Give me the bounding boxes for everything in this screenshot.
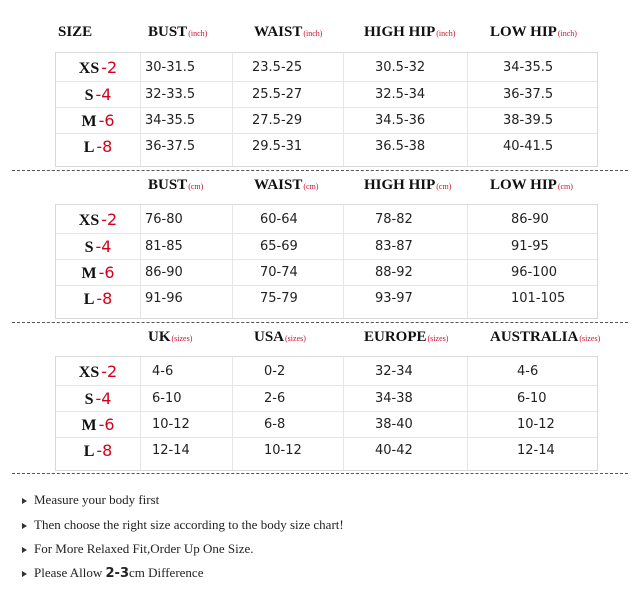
table-cell: 36.5-38 [375, 139, 426, 154]
column-header-label: BUST [148, 24, 188, 40]
table-cell: 23.5-25 [252, 60, 303, 75]
table-row [56, 285, 597, 311]
size-letter: S [84, 239, 94, 256]
size-letter: S [84, 391, 94, 408]
table-row [56, 359, 597, 384]
table-row [56, 81, 597, 107]
size-number: -4 [95, 237, 112, 256]
table-cell: 75-79 [260, 291, 298, 306]
table-row [56, 133, 597, 159]
note-text: cm Difference [129, 565, 204, 580]
note-item [22, 492, 159, 508]
size-number: -8 [96, 137, 113, 156]
size-letter: L [83, 139, 95, 156]
size-number: -6 [98, 415, 115, 434]
size-number: -6 [98, 263, 115, 282]
table-cell: 30-31.5 [145, 60, 196, 75]
column-header-unit: (inch) [557, 29, 577, 38]
table-cell: 86-90 [511, 212, 549, 227]
column-header [490, 24, 577, 41]
size-number: -2 [101, 58, 118, 77]
column-header [490, 177, 573, 194]
size-number: -8 [96, 289, 113, 308]
table-cell: 27.5-29 [252, 113, 303, 128]
size-number: -2 [101, 210, 118, 229]
note-item [22, 517, 344, 533]
table-cell: 38-39.5 [503, 113, 554, 128]
column-header-label: BUST [148, 177, 188, 193]
size-letter: S [84, 87, 94, 104]
table-cell: 10-12 [152, 417, 190, 432]
table-cell: 93-97 [375, 291, 413, 306]
column-header [364, 24, 455, 41]
table-cell: 4-6 [152, 364, 174, 379]
section-divider [12, 473, 628, 474]
size-label [56, 55, 140, 81]
size-table [55, 356, 598, 471]
column-header [254, 24, 322, 41]
column-header-label: WAIST [254, 24, 303, 40]
size-letter: M [81, 417, 97, 434]
size-number: -6 [98, 111, 115, 130]
table-cell: 10-12 [264, 443, 302, 458]
note-item [22, 565, 203, 581]
table-cell: 0-2 [264, 364, 286, 379]
note-text: For More Relaxed Fit,Order Up One Size. [34, 541, 254, 556]
table-cell: 6-10 [517, 391, 547, 406]
size-label [56, 234, 140, 260]
table-cell: 34-35.5 [503, 60, 554, 75]
table-cell: 81-85 [145, 239, 183, 254]
table-cell: 65-69 [260, 239, 298, 254]
size-letter: M [81, 113, 97, 130]
column-header [254, 329, 306, 346]
table-cell: 88-92 [375, 265, 413, 280]
size-letter: M [81, 265, 97, 282]
table-row [56, 437, 597, 463]
table-cell: 38-40 [375, 417, 413, 432]
column-header-unit: (cm) [188, 182, 204, 191]
section-divider [12, 170, 628, 171]
size-letter: XS [78, 60, 100, 77]
note-text: Measure your body first [34, 492, 160, 507]
table-cell: 40-42 [375, 443, 413, 458]
column-header-unit: (cm) [436, 182, 452, 191]
size-letter: L [83, 443, 95, 460]
table-cell: 76-80 [145, 212, 183, 227]
bullet-triangle-icon [22, 523, 27, 529]
column-header-label: HIGH HIP [364, 177, 436, 193]
size-label [56, 134, 140, 160]
table-row [56, 55, 597, 80]
column-header [254, 177, 318, 194]
bullet-triangle-icon [22, 498, 27, 504]
size-label [56, 359, 140, 385]
size-label [56, 438, 140, 464]
column-header-label: USA [254, 329, 285, 345]
column-header [490, 329, 600, 346]
column-header-label: LOW HIP [490, 24, 557, 40]
table-cell: 4-6 [517, 364, 539, 379]
table-row [56, 107, 597, 133]
size-label [56, 260, 140, 286]
table-cell: 36-37.5 [145, 139, 196, 154]
column-header-unit: (cm) [303, 182, 319, 191]
table-cell: 60-64 [260, 212, 298, 227]
note-item [22, 541, 254, 557]
column-header [148, 24, 207, 41]
column-header-unit: (cm) [557, 182, 573, 191]
table-row [56, 259, 597, 285]
size-table [55, 204, 598, 319]
table-cell: 12-14 [152, 443, 190, 458]
column-header-label: EUROPE [364, 329, 427, 345]
table-cell: 34-35.5 [145, 113, 196, 128]
bullet-triangle-icon [22, 547, 27, 553]
size-table [55, 52, 598, 167]
table-cell: 30.5-32 [375, 60, 426, 75]
column-header [148, 177, 203, 194]
table-cell: 70-74 [260, 265, 298, 280]
table-cell: 34.5-36 [375, 113, 426, 128]
column-header [364, 177, 451, 194]
table-cell: 25.5-27 [252, 87, 303, 102]
size-label [56, 386, 140, 412]
table-cell: 83-87 [375, 239, 413, 254]
table-cell: 12-14 [517, 443, 555, 458]
column-header-unit: (sizes) [427, 334, 449, 343]
size-number: -4 [95, 85, 112, 104]
column-header-label: LOW HIP [490, 177, 557, 193]
note-bold-value: 2-3 [105, 566, 129, 581]
table-row [56, 233, 597, 259]
size-letter: XS [78, 364, 100, 381]
table-row [56, 411, 597, 437]
section-divider [12, 322, 628, 323]
table-cell: 34-38 [375, 391, 413, 406]
note-text: Please Allow [34, 565, 106, 580]
column-header-label: UK [148, 329, 171, 345]
table-cell: 29.5-31 [252, 139, 303, 154]
column-header-unit: (inch) [436, 29, 456, 38]
table-cell: 86-90 [145, 265, 183, 280]
size-number: -4 [95, 389, 112, 408]
size-label [56, 207, 140, 233]
size-number: -2 [101, 362, 118, 381]
table-cell: 36-37.5 [503, 87, 554, 102]
size-label [56, 412, 140, 438]
table-cell: 96-100 [511, 265, 558, 280]
column-header-label: AUSTRALIA [490, 329, 579, 345]
table-cell: 78-82 [375, 212, 413, 227]
table-cell: 101-105 [511, 291, 566, 306]
table-cell: 10-12 [517, 417, 555, 432]
table-cell: 2-6 [264, 391, 286, 406]
table-cell: 32-34 [375, 364, 413, 379]
note-text: Then choose the right size according to the body size chart! [34, 517, 344, 532]
table-row [56, 207, 597, 232]
size-header: SIZE [58, 24, 93, 40]
table-row [56, 385, 597, 411]
table-cell: 32.5-34 [375, 87, 426, 102]
table-cell: 32-33.5 [145, 87, 196, 102]
table-cell: 91-95 [511, 239, 549, 254]
table-cell: 6-8 [264, 417, 286, 432]
column-header-unit: (inch) [303, 29, 323, 38]
size-letter: XS [78, 212, 100, 229]
column-header-unit: (sizes) [579, 334, 601, 343]
column-header-label: HIGH HIP [364, 24, 436, 40]
table-cell: 6-10 [152, 391, 182, 406]
column-header-unit: (inch) [188, 29, 208, 38]
size-label [56, 286, 140, 312]
column-header-label: WAIST [254, 177, 303, 193]
table-cell: 40-41.5 [503, 139, 554, 154]
table-cell: 91-96 [145, 291, 183, 306]
column-header [364, 329, 448, 346]
size-letter: L [83, 291, 95, 308]
bullet-triangle-icon [22, 571, 27, 577]
column-header [148, 329, 192, 346]
size-label [56, 82, 140, 108]
column-header-unit: (sizes) [171, 334, 193, 343]
column-header-unit: (sizes) [285, 334, 306, 343]
size-label [56, 108, 140, 134]
size-number: -8 [96, 441, 113, 460]
